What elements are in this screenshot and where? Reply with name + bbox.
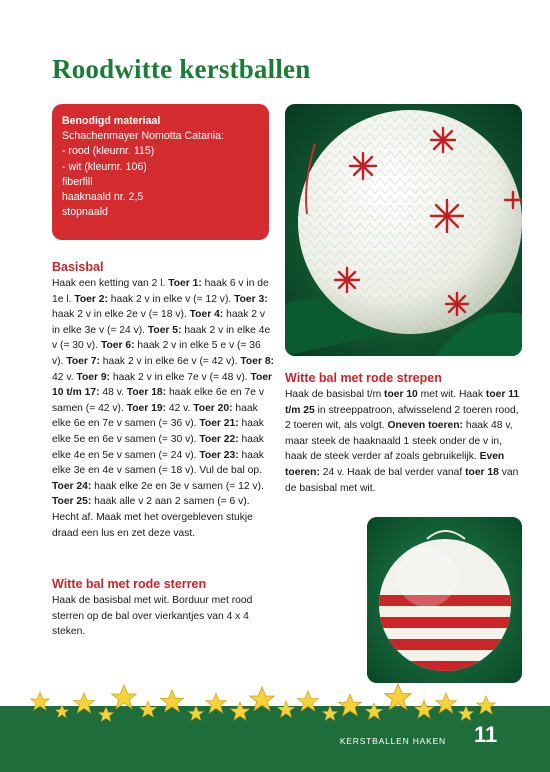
- body-text: van de basisbal met wit.: [285, 466, 519, 494]
- bold-text: Toer 4:: [189, 309, 224, 321]
- body-text: haak elke 6e en 7e v samen (= 42 v).: [52, 387, 264, 414]
- body-text: 48 v.: [99, 387, 127, 399]
- body-text: Haak een ketting van 2 l.: [52, 278, 169, 289]
- bold-text: toer 11 t/m 25: [285, 389, 520, 416]
- body-text: 42 v.: [165, 402, 194, 414]
- body-text: met wit. Haak: [417, 389, 486, 400]
- materials-line: Schachenmayer Nomotta Catania:: [62, 130, 224, 143]
- bold-text: Toer 8:: [240, 355, 274, 367]
- section-body: [285, 387, 525, 496]
- body-text: haak 48 v, maar steek de haaknaald 1 steek onder de v in, haak de steek verder af zoals gebruikelijk.: [285, 420, 513, 463]
- section-strepen: [285, 370, 525, 496]
- body-text: haak elke 2e en 3e v samen (= 12 v).: [91, 480, 264, 492]
- page-number: 11: [474, 722, 498, 747]
- section-heading: Witte bal met rode sterren: [52, 577, 207, 591]
- materials-line: - rood (kleurnr. 115): [62, 145, 155, 158]
- materials-box: [52, 104, 269, 240]
- bold-text: Toer 9:: [76, 371, 110, 383]
- section-body: [52, 593, 274, 640]
- body-text: haak elke 3e en 4e v samen (= 18 v). Vul de bal op.: [52, 449, 264, 477]
- body-text: haak elke 6e en 7e v samen (= 36 v).: [52, 402, 258, 430]
- materials-line: - wit (kleurnr. 106): [62, 160, 147, 173]
- bold-text: Oneven toeren:: [387, 420, 463, 432]
- bold-text: Toer 5:: [147, 324, 182, 336]
- bold-text: Toer 2:: [74, 293, 108, 305]
- body-text: haak 2 v in elke 3e v (= 24 v).: [52, 309, 266, 336]
- body-text: haak 6 v in de 1e l.: [52, 278, 269, 305]
- body-text: haak 2 v in elke 6e v (= 42 v).: [99, 355, 241, 367]
- bold-text: Toer 23:: [199, 449, 239, 461]
- body-text: haak elke 5e en 6e v samen (= 30 v).: [52, 418, 264, 445]
- body-text: Haak de basisbal t/m: [285, 389, 385, 400]
- body-text: in streeppatroon, afwisselend 2 toeren rood, 2 toeren wit, als volgt.: [285, 404, 519, 432]
- bold-text: Toer 19:: [126, 402, 166, 414]
- body-text: 24 v. Haak de bal verder vanaf: [319, 466, 466, 478]
- body-text: Haak de basisbal met wit. Borduur met rood sterren op de bal over vierkantjes van 4 x 4 steken.: [52, 595, 253, 638]
- section-heading: Basisbal: [52, 260, 104, 274]
- body-text: 42 v.: [52, 371, 77, 383]
- materials-heading: Benodigd materiaal: [62, 115, 161, 127]
- section-heading: Witte bal met rode strepen: [285, 371, 442, 385]
- photo-striped-ball: [367, 517, 522, 683]
- materials-line: stopnaald: [62, 206, 108, 219]
- star-garland: [0, 680, 550, 740]
- bold-text: Toer 1:: [168, 278, 202, 289]
- materials-line: haaknaald nr. 2,5: [62, 191, 144, 204]
- footer-label: KERSTBALLEN HAKEN: [339, 736, 446, 746]
- section-basisbal: [52, 259, 274, 541]
- bold-text: Toer 7:: [66, 355, 100, 367]
- body-text: haak 2 v in elke 7e v (= 48 v).: [110, 371, 251, 383]
- bold-text: Toer 6:: [100, 340, 135, 352]
- photo-star-ball: [285, 104, 522, 356]
- materials-line: fiberfill: [62, 175, 93, 188]
- section-sterren: [52, 576, 274, 640]
- bold-text: Toer 3:: [234, 293, 268, 305]
- bold-text: Toer 21:: [199, 418, 239, 430]
- bold-text: Toer 25:: [52, 496, 92, 508]
- bold-text: Toer 18:: [126, 387, 167, 399]
- bold-text: toer 18: [465, 466, 499, 478]
- body-text: haak elke 4e en 5e v samen (= 24 v).: [52, 433, 264, 461]
- body-text: haak 2 v in elke 4e v (= 30 v).: [52, 324, 271, 352]
- bold-text: Toer 20:: [193, 402, 233, 414]
- page-title: Roodwitte kerstballen: [52, 54, 311, 84]
- body-text: haak 2 v in elke 2e v (= 18 v).: [52, 309, 190, 321]
- body-text: haak alle v 2 aan 2 samen (= 6 v). Hecht af. Maak met het overgebleven stukje draad een lus en zet deze vast.: [52, 496, 253, 539]
- body-text: haak 2 v in elke 5 e v (= 36 v).: [52, 340, 261, 367]
- bold-text: toer 10: [384, 389, 418, 400]
- bold-text: Even toeren:: [285, 451, 505, 478]
- bold-text: Toer 24:: [52, 480, 92, 492]
- section-body: [52, 276, 274, 541]
- body-text: haak 2 v in elke v (= 12 v).: [107, 293, 235, 305]
- bold-text: Toer 22:: [199, 433, 239, 445]
- bold-text: Toer 10 t/m 17:: [52, 371, 273, 399]
